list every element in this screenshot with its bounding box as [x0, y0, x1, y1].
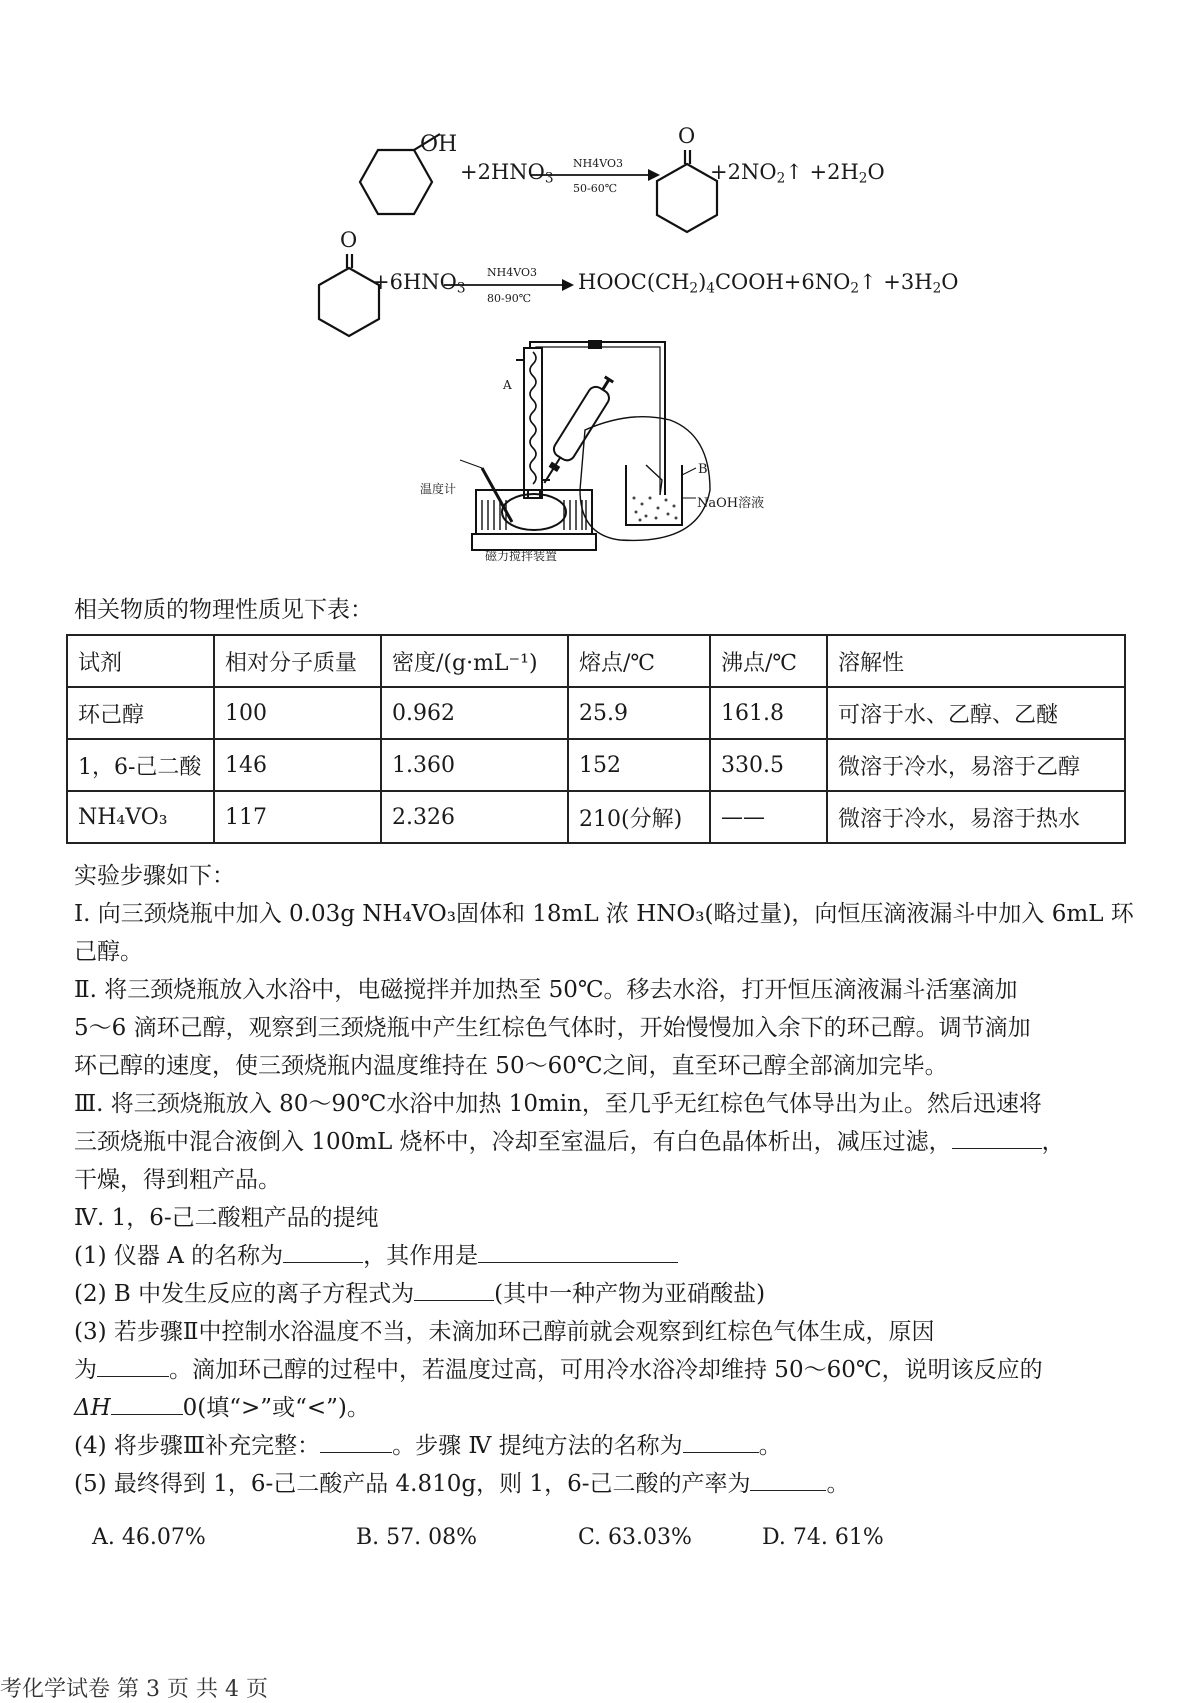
r2-catalyst: NH4VO3: [487, 266, 537, 279]
step-2-line-3: 环己醇的速度，使三颈烧瓶内温度维持在 50～60℃之间，直至环己醇全部滴加完毕。: [74, 1053, 948, 1079]
step-3-text: 三颈烧瓶中混合液倒入 100mL 烧杯中，冷却至室温后，有白色晶体析出，减压过滤，: [74, 1129, 952, 1155]
table-cell: 可溶于水、乙醇、乙醚: [827, 687, 1125, 739]
table-header-cell: 密度/(g·mL⁻¹): [381, 635, 568, 687]
table-cell: 117: [214, 791, 381, 843]
table-header-cell: 熔点/℃: [568, 635, 710, 687]
r2-arrow: [444, 278, 574, 292]
answer-blank[interactable]: [97, 1356, 169, 1377]
page-footer: 考化学试卷 第 3 页 共 4 页: [0, 1677, 268, 1702]
answer-blank[interactable]: [320, 1432, 392, 1453]
table-cell: 1.360: [381, 739, 568, 791]
q5-text-b: 。: [826, 1471, 850, 1497]
label-a: A: [503, 378, 512, 392]
r1-condition: 50-60℃: [573, 182, 618, 195]
q1-text-b: ，其作用是: [363, 1243, 479, 1269]
table-cell: ——: [710, 791, 827, 843]
r2-condition: 80-90℃: [487, 292, 532, 305]
r1-ketone-o: O: [678, 124, 696, 148]
q3-text-c: 0(填“>”或“<”)。: [182, 1395, 370, 1421]
step-3-punct: ，: [1041, 1129, 1065, 1155]
step-3-line-1: Ⅲ. 将三颈烧瓶放入 80～90℃水浴中加热 10min，至几乎无红棕色气体导出为止。然后迅速将: [74, 1091, 1042, 1117]
table-cell: 25.9: [568, 687, 710, 739]
table-cell: 330.5: [710, 739, 827, 791]
table-row: [67, 687, 1125, 739]
properties-table: [66, 634, 1126, 844]
answer-blank[interactable]: [283, 1242, 363, 1263]
steps-title: 实验步骤如下：: [74, 863, 235, 889]
answer-blank[interactable]: [111, 1394, 183, 1415]
r1-products: $+2NO_2↑ +2H_2O$: [710, 160, 885, 187]
r2-products: $HOOC(CH_2)_4COOH+6NO_2↑ +3H_2O$: [578, 270, 959, 297]
answer-blank[interactable]: [952, 1128, 1042, 1149]
question-5: [74, 1468, 1134, 1500]
oh-group: OH: [420, 132, 458, 157]
table-cell: NH₄VO₃: [67, 791, 214, 843]
table-cell: 微溶于冷水，易溶于热水: [827, 791, 1125, 843]
question-1: [74, 1240, 1134, 1272]
table-cell: 1，6-己二酸: [67, 739, 214, 791]
table-cell: 152: [568, 739, 710, 791]
option-b[interactable]: B. 57. 08%: [356, 1525, 478, 1550]
table-cell: 161.8: [710, 687, 827, 739]
question-2: [74, 1278, 1134, 1310]
r2-ketone-o: O: [340, 228, 358, 252]
q4-text-b: 。步骤 Ⅳ 提纯方法的名称为: [392, 1433, 683, 1459]
q3-text-b: 。滴加环己醇的过程中，若温度过高，可用冷水浴冷却维持 50～60℃，说明该反应的: [169, 1357, 1043, 1383]
r1-arrow: [530, 168, 660, 182]
label-thermometer: 温度计: [420, 482, 457, 496]
question-3-line-3: [74, 1392, 1134, 1424]
delta-h: ΔH: [74, 1395, 111, 1421]
table-header-cell: 相对分子质量: [214, 635, 381, 687]
step-3-line-3: 干燥，得到粗产品。: [74, 1167, 281, 1193]
option-a[interactable]: A. 46.07%: [92, 1525, 206, 1550]
step-2-line-2: 5～6 滴环己醇，观察到三颈烧瓶中产生红棕色气体时，开始慢慢加入余下的环己醇。调节滴加: [74, 1015, 1031, 1041]
q4-text: (4) 将步骤Ⅲ补充完整：: [74, 1433, 321, 1459]
q1-text: (1) 仪器 A 的名称为: [74, 1243, 284, 1269]
step-2-line-1: Ⅱ. 将三颈烧瓶放入水浴中，电磁搅拌并加热至 50℃。移去水浴，打开恒压滴液漏斗活塞滴加: [74, 977, 1018, 1003]
table-cell: 0.962: [381, 687, 568, 739]
q2-text-b: (其中一种产物为亚硝酸盐): [494, 1281, 766, 1307]
table-intro: 相关物质的物理性质见下表：: [74, 597, 373, 623]
question-3-line-1: (3) 若步骤Ⅱ中控制水浴温度不当，未滴加环己醇前就会观察到红棕色气体生成，原因: [74, 1319, 935, 1345]
step-3-line-2: [74, 1126, 1134, 1158]
label-naoh: NaOH溶液: [697, 496, 765, 511]
table-cell: 环己醇: [67, 687, 214, 739]
r1-catalyst: NH4VO3: [573, 157, 623, 170]
table-header-cell: 试剂: [67, 635, 214, 687]
table-row: [67, 791, 1125, 843]
r2-reagent: $+6HNO_3$: [372, 270, 466, 297]
answer-blank[interactable]: [683, 1432, 759, 1453]
q4-text-c: 。: [758, 1433, 782, 1459]
label-stirrer: 磁力搅拌装置: [485, 549, 558, 563]
q2-text: (2) B 中发生反应的离子方程式为: [74, 1281, 415, 1307]
table-cell: 微溶于冷水，易溶于乙醇: [827, 739, 1125, 791]
table-row: [67, 739, 1125, 791]
table-header-cell: 溶解性: [827, 635, 1125, 687]
step-1-line-2: 己醇。: [74, 939, 143, 965]
table-header-cell: 沸点/℃: [710, 635, 827, 687]
table-cell: 210(分解): [568, 791, 710, 843]
option-c[interactable]: C. 63.03%: [578, 1525, 692, 1550]
question-4: [74, 1430, 1134, 1462]
table-cell: 2.326: [381, 791, 568, 843]
answer-blank[interactable]: [750, 1470, 826, 1491]
label-b: B: [698, 462, 708, 477]
r1-reagent: $+2HNO_3$: [460, 160, 554, 187]
table-cell: 100: [214, 687, 381, 739]
answer-blank[interactable]: [414, 1280, 494, 1301]
option-d[interactable]: D. 74. 61%: [762, 1525, 884, 1550]
q5-text: (5) 最终得到 1，6-己二酸产品 4.810g，则 1，6-己二酸的产率为: [74, 1471, 751, 1497]
cyclohexanone-structure-2: [312, 252, 402, 342]
step-1-line-1: Ⅰ. 向三颈烧瓶中加入 0.03g NH₄VO₃固体和 18mL 浓 HNO₃(略过量)，向恒压滴液漏斗中加入 6mL 环: [74, 901, 1134, 927]
table-cell: 146: [214, 739, 381, 791]
apparatus-drawing: [420, 340, 750, 580]
q3-text: 为: [74, 1357, 97, 1383]
table-header-row: [67, 635, 1125, 687]
step-4: Ⅳ. 1，6-己二酸粗产品的提纯: [74, 1205, 379, 1231]
question-3-line-2: [74, 1354, 1134, 1386]
answer-blank[interactable]: [478, 1242, 678, 1263]
